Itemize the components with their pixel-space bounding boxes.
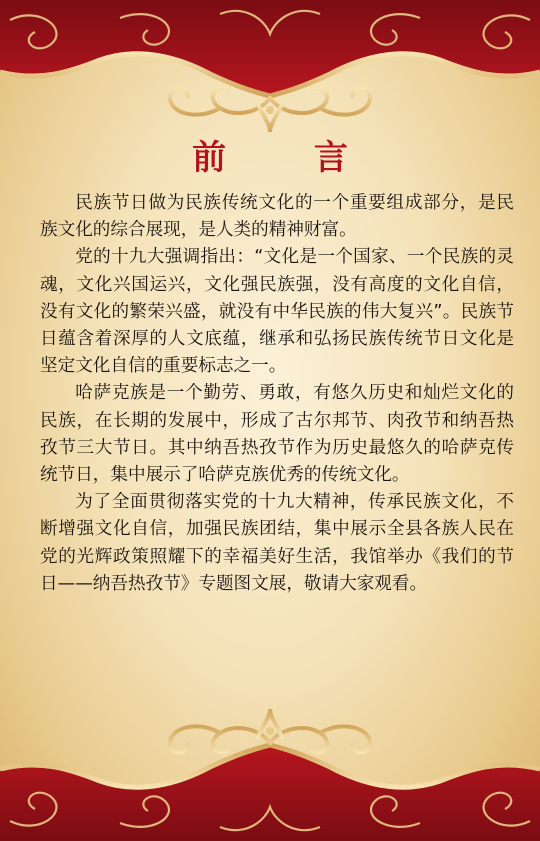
bottom-ornament-icon <box>0 706 540 841</box>
paragraph: 党的十九大强调指出：“文化是一个国家、一个民族的灵魂，文化兴国运兴，文化强民族强，没有高度的文化自信，没有文化的繁荣兴盛，就没有中华民族的伟大复兴”。民族节日蕴含着深厚的人文底蕴，继承和弘扬民族传统节日文化是坚定文化自信的重要标志之一。 <box>40 247 514 377</box>
preface-body <box>40 190 514 598</box>
top-ornamental-border <box>0 0 540 135</box>
paragraph: 为了全面贯彻落实党的十九大精神，传承民族文化，不断增强文化自信，加强民族团结，集中展示全县各族人民在党的光辉政策照耀下的幸福美好生活，我馆举办《我们的节日——纳吾热孜节》专题图文展，敬请大家观看。 <box>40 492 514 594</box>
bottom-ornamental-border <box>0 706 540 841</box>
paragraph: 民族节日做为民族传统文化的一个重要组成部分，是民族文化的综合展现，是人类的精神财富。 <box>40 193 514 241</box>
page-title: 前 言 <box>192 138 386 178</box>
paragraph: 哈萨克族是一个勤劳、勇敢，有悠久历史和灿烂文化的民族，在长期的发展中，形成了古尔邦节、肉孜节和纳吾热孜节三大节日。其中纳吾热孜节作为历史最悠久的哈萨克传统节日，集中展示了哈萨克族优秀的传统文化。 <box>40 383 514 486</box>
top-ornament-icon <box>0 0 540 135</box>
